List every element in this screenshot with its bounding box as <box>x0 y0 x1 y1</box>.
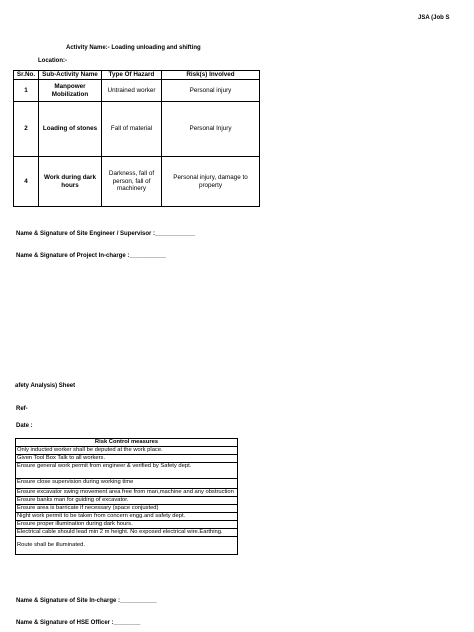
control-measure: Ensure close supervision during working time <box>16 479 238 489</box>
cell-sub-activity: Loading of stones <box>39 102 102 157</box>
table-row <box>16 537 238 555</box>
table-row <box>16 455 238 463</box>
cell-hazard: Untrained worker <box>102 80 162 102</box>
cell-hazard: Fall of material <box>102 102 162 157</box>
jsa-title: JSA (Job S <box>418 15 450 21</box>
cell-hazard: Darkness, fall of person, fall of machinery <box>102 157 162 207</box>
table-row <box>16 513 238 521</box>
control-measure: Ensure proper illumination during dark hours. <box>16 521 238 529</box>
table-row <box>16 479 238 489</box>
table-row <box>16 529 238 537</box>
control-measure: Ensure banks man for guiding of excavator. <box>16 497 238 505</box>
risk-control-table <box>15 438 238 555</box>
cell-sr: 2 <box>14 102 39 157</box>
table-row <box>16 463 238 479</box>
control-measure: Ensure excavator swing movement area free from man,machine and any obstruction <box>16 489 238 497</box>
section-title: afety Analysis) Sheet <box>15 383 76 389</box>
table-row <box>16 497 238 505</box>
site-incharge-signature: Name & Signature of Site In-charge :___________ <box>16 598 157 604</box>
table-row <box>16 505 238 513</box>
col-header-hazard: Type Of Hazard <box>102 71 162 80</box>
table-row <box>16 521 238 529</box>
control-measure: Ensure general work permit from engineer & verified by Safety dept. <box>16 463 238 479</box>
table-row <box>16 489 238 497</box>
cell-risk: Personal injury <box>162 80 260 102</box>
table-row <box>14 80 260 102</box>
table-row <box>14 102 260 157</box>
hazard-table <box>13 70 260 207</box>
cell-sr: 4 <box>14 157 39 207</box>
date-label: Date : <box>16 423 33 429</box>
control-measure: Route shall be illuminated. <box>16 537 238 555</box>
cell-sr: 1 <box>14 80 39 102</box>
control-measure: Only inducted worker shall be deputed at the work place. <box>16 447 238 455</box>
col-header-sub-activity: Sub-Activity Name <box>39 71 102 80</box>
risk-control-header-row <box>16 439 238 447</box>
site-engineer-signature: Name & Signature of Site Engineer / Supervisor :____________ <box>16 231 196 237</box>
risk-control-header: Risk Control measures <box>16 439 238 447</box>
cell-sub-activity: Manpower Mobilization <box>39 80 102 102</box>
ref-label: Ref- <box>16 406 28 412</box>
control-measure: Ensure area is barricate if necessary (space conjusted) <box>16 505 238 513</box>
control-measure: Electrical cable should lead min 2 m height. No exposed electrical wire.Earthing. <box>16 529 238 537</box>
activity-name: Activity Name:- Loading unloading and shifting <box>66 45 201 51</box>
hazard-table-header <box>14 71 260 80</box>
cell-risk: Personal injury, damage to property <box>162 157 260 207</box>
project-incharge-signature: Name & Signature of Project In-charge :___________ <box>16 253 167 259</box>
cell-risk: Personal Injury <box>162 102 260 157</box>
table-row <box>14 157 260 207</box>
col-header-risk: Risk(s) Involved <box>162 71 260 80</box>
control-measure: Night work permit to be taken from concern engg.and safety dept. <box>16 513 238 521</box>
cell-sub-activity: Work during dark hours <box>39 157 102 207</box>
location-label: Location:- <box>38 58 67 64</box>
control-measure: Given Tool Box Talk to all workers. <box>16 455 238 463</box>
col-header-sr: Sr.No. <box>14 71 39 80</box>
hse-officer-signature: Name & Signature of HSE Officer :________ <box>16 620 141 626</box>
table-row <box>16 447 238 455</box>
